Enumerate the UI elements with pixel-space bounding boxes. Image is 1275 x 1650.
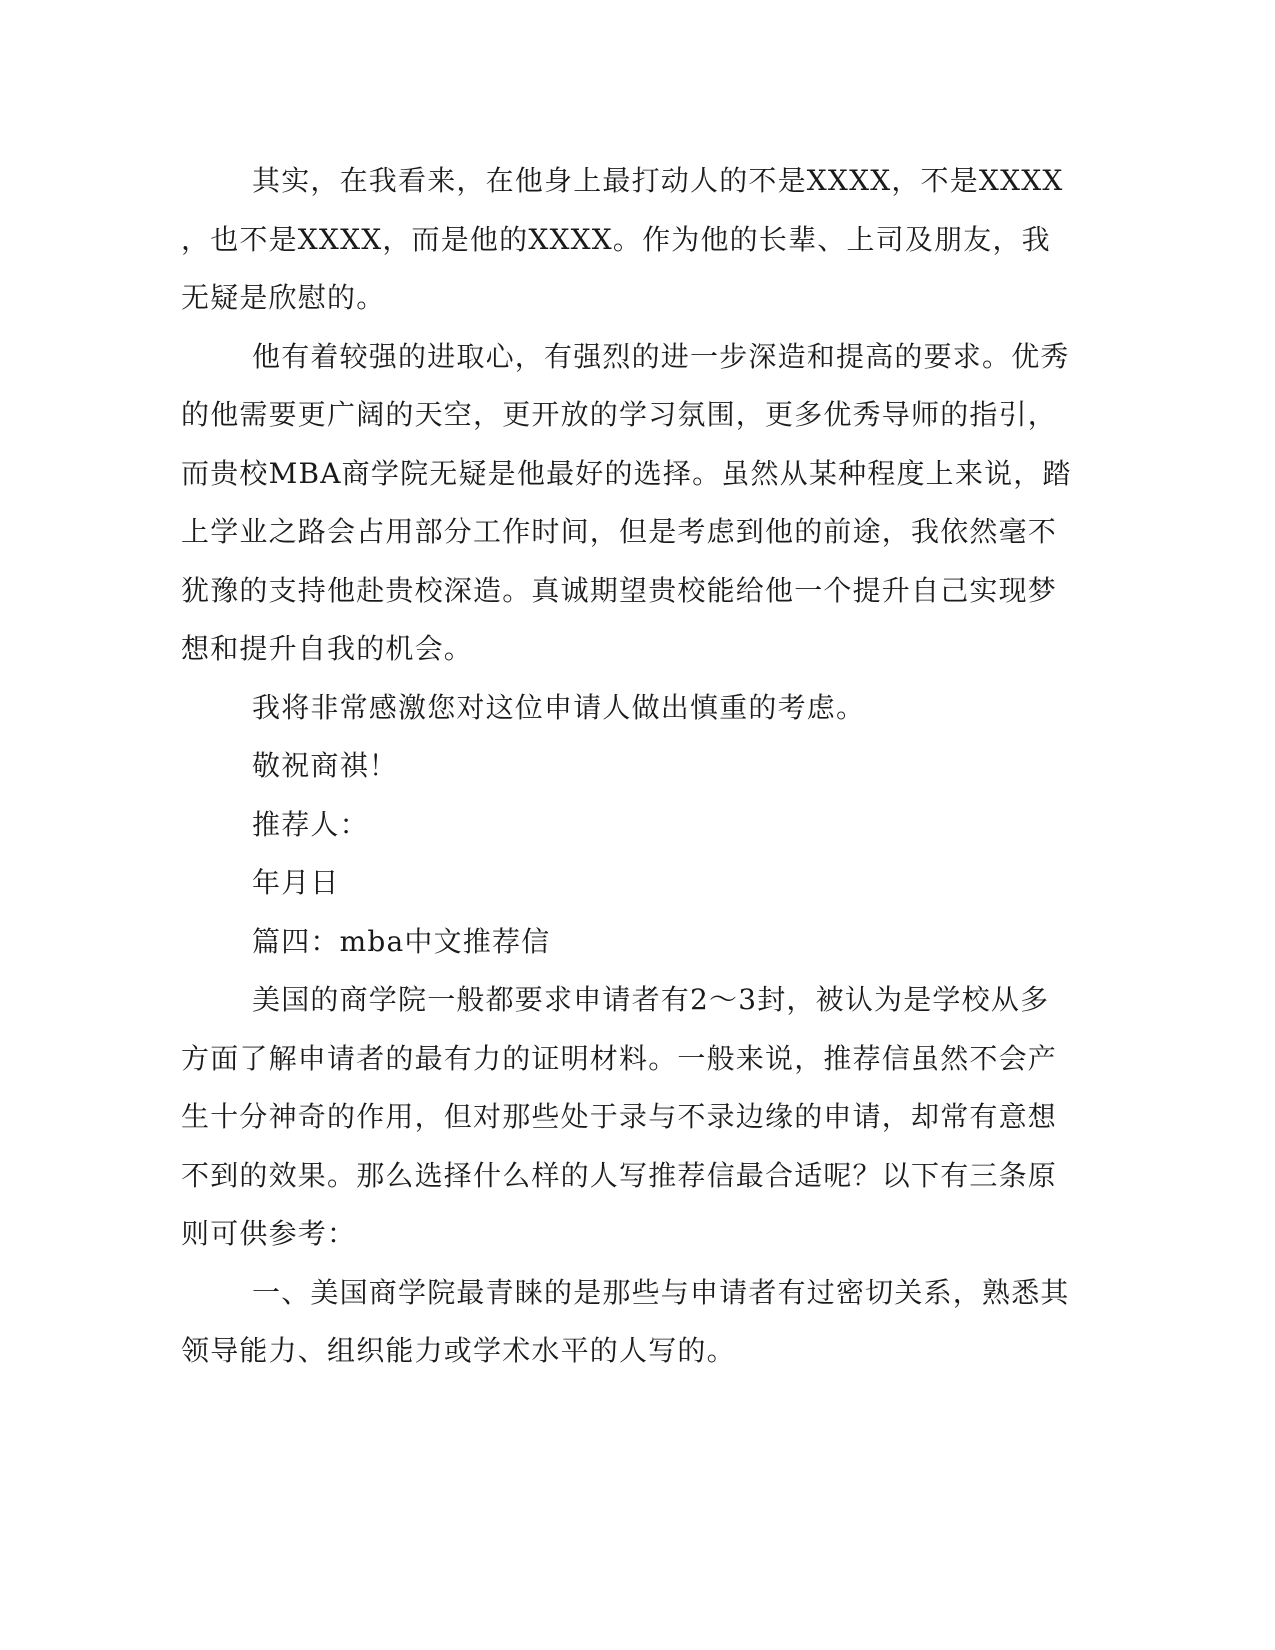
document-body (181, 152, 1072, 1381)
text-line: 上学业之路会占用部分工作时间，但是考虑到他的前途，我依然毫不 (181, 515, 1058, 548)
text-line: 他有着较强的进取心，有强烈的进一步深造和提高的要求。优秀 (252, 339, 1070, 373)
closing-greeting: 敬祝商祺！ (252, 749, 399, 782)
text-line: 犹豫的支持他赴贵校深造。真诚期望贵校能给他一个提升自己实现梦 (181, 573, 1058, 607)
text-line: 不到的效果。那么选择什么样的人写推荐信最合适呢？以下有三条原 (181, 1158, 1058, 1192)
text-line: 想和提升自我的机会。 (181, 632, 474, 665)
recommender-label: 推荐人： (252, 807, 369, 841)
text-line: 则可供参考： (181, 1217, 357, 1250)
section-heading: 篇四：mba中文推荐信 (252, 924, 551, 958)
text-line: 我将非常感激您对这位申请人做出慎重的考虑。 (252, 690, 866, 724)
text-line: 而贵校MBA商学院无疑是他最好的选择。虽然从某种程度上来说，踏 (181, 456, 1072, 490)
text-line: 的他需要更广阔的天空，更开放的学习氛围，更多优秀导师的指引， (181, 398, 1058, 431)
date-label: 年月日 (252, 866, 340, 899)
text-line: 领导能力、组织能力或学术水平的人写的。 (181, 1334, 736, 1367)
text-line: 其实，在我看来，在他身上最打动人的不是XXXX，不是XXXX (252, 164, 1064, 197)
text-line: 一、美国商学院最青睐的是那些与申请者有过密切关系，熟悉其 (252, 1275, 1070, 1309)
text-line: 美国的商学院一般都要求申请者有2～3封，被认为是学校从多 (252, 983, 1050, 1016)
text-line: ，也不是XXXX，而是他的XXXX。作为他的长辈、上司及朋友，我 (181, 222, 1051, 256)
text-line: 生十分神奇的作用，但对那些处于录与不录边缘的申请，却常有意想 (181, 1100, 1058, 1133)
text-line: 方面了解申请者的最有力的证明材料。一般来说，推荐信虽然不会产 (181, 1041, 1058, 1075)
text-line: 无疑是欣慰的。 (181, 281, 386, 314)
